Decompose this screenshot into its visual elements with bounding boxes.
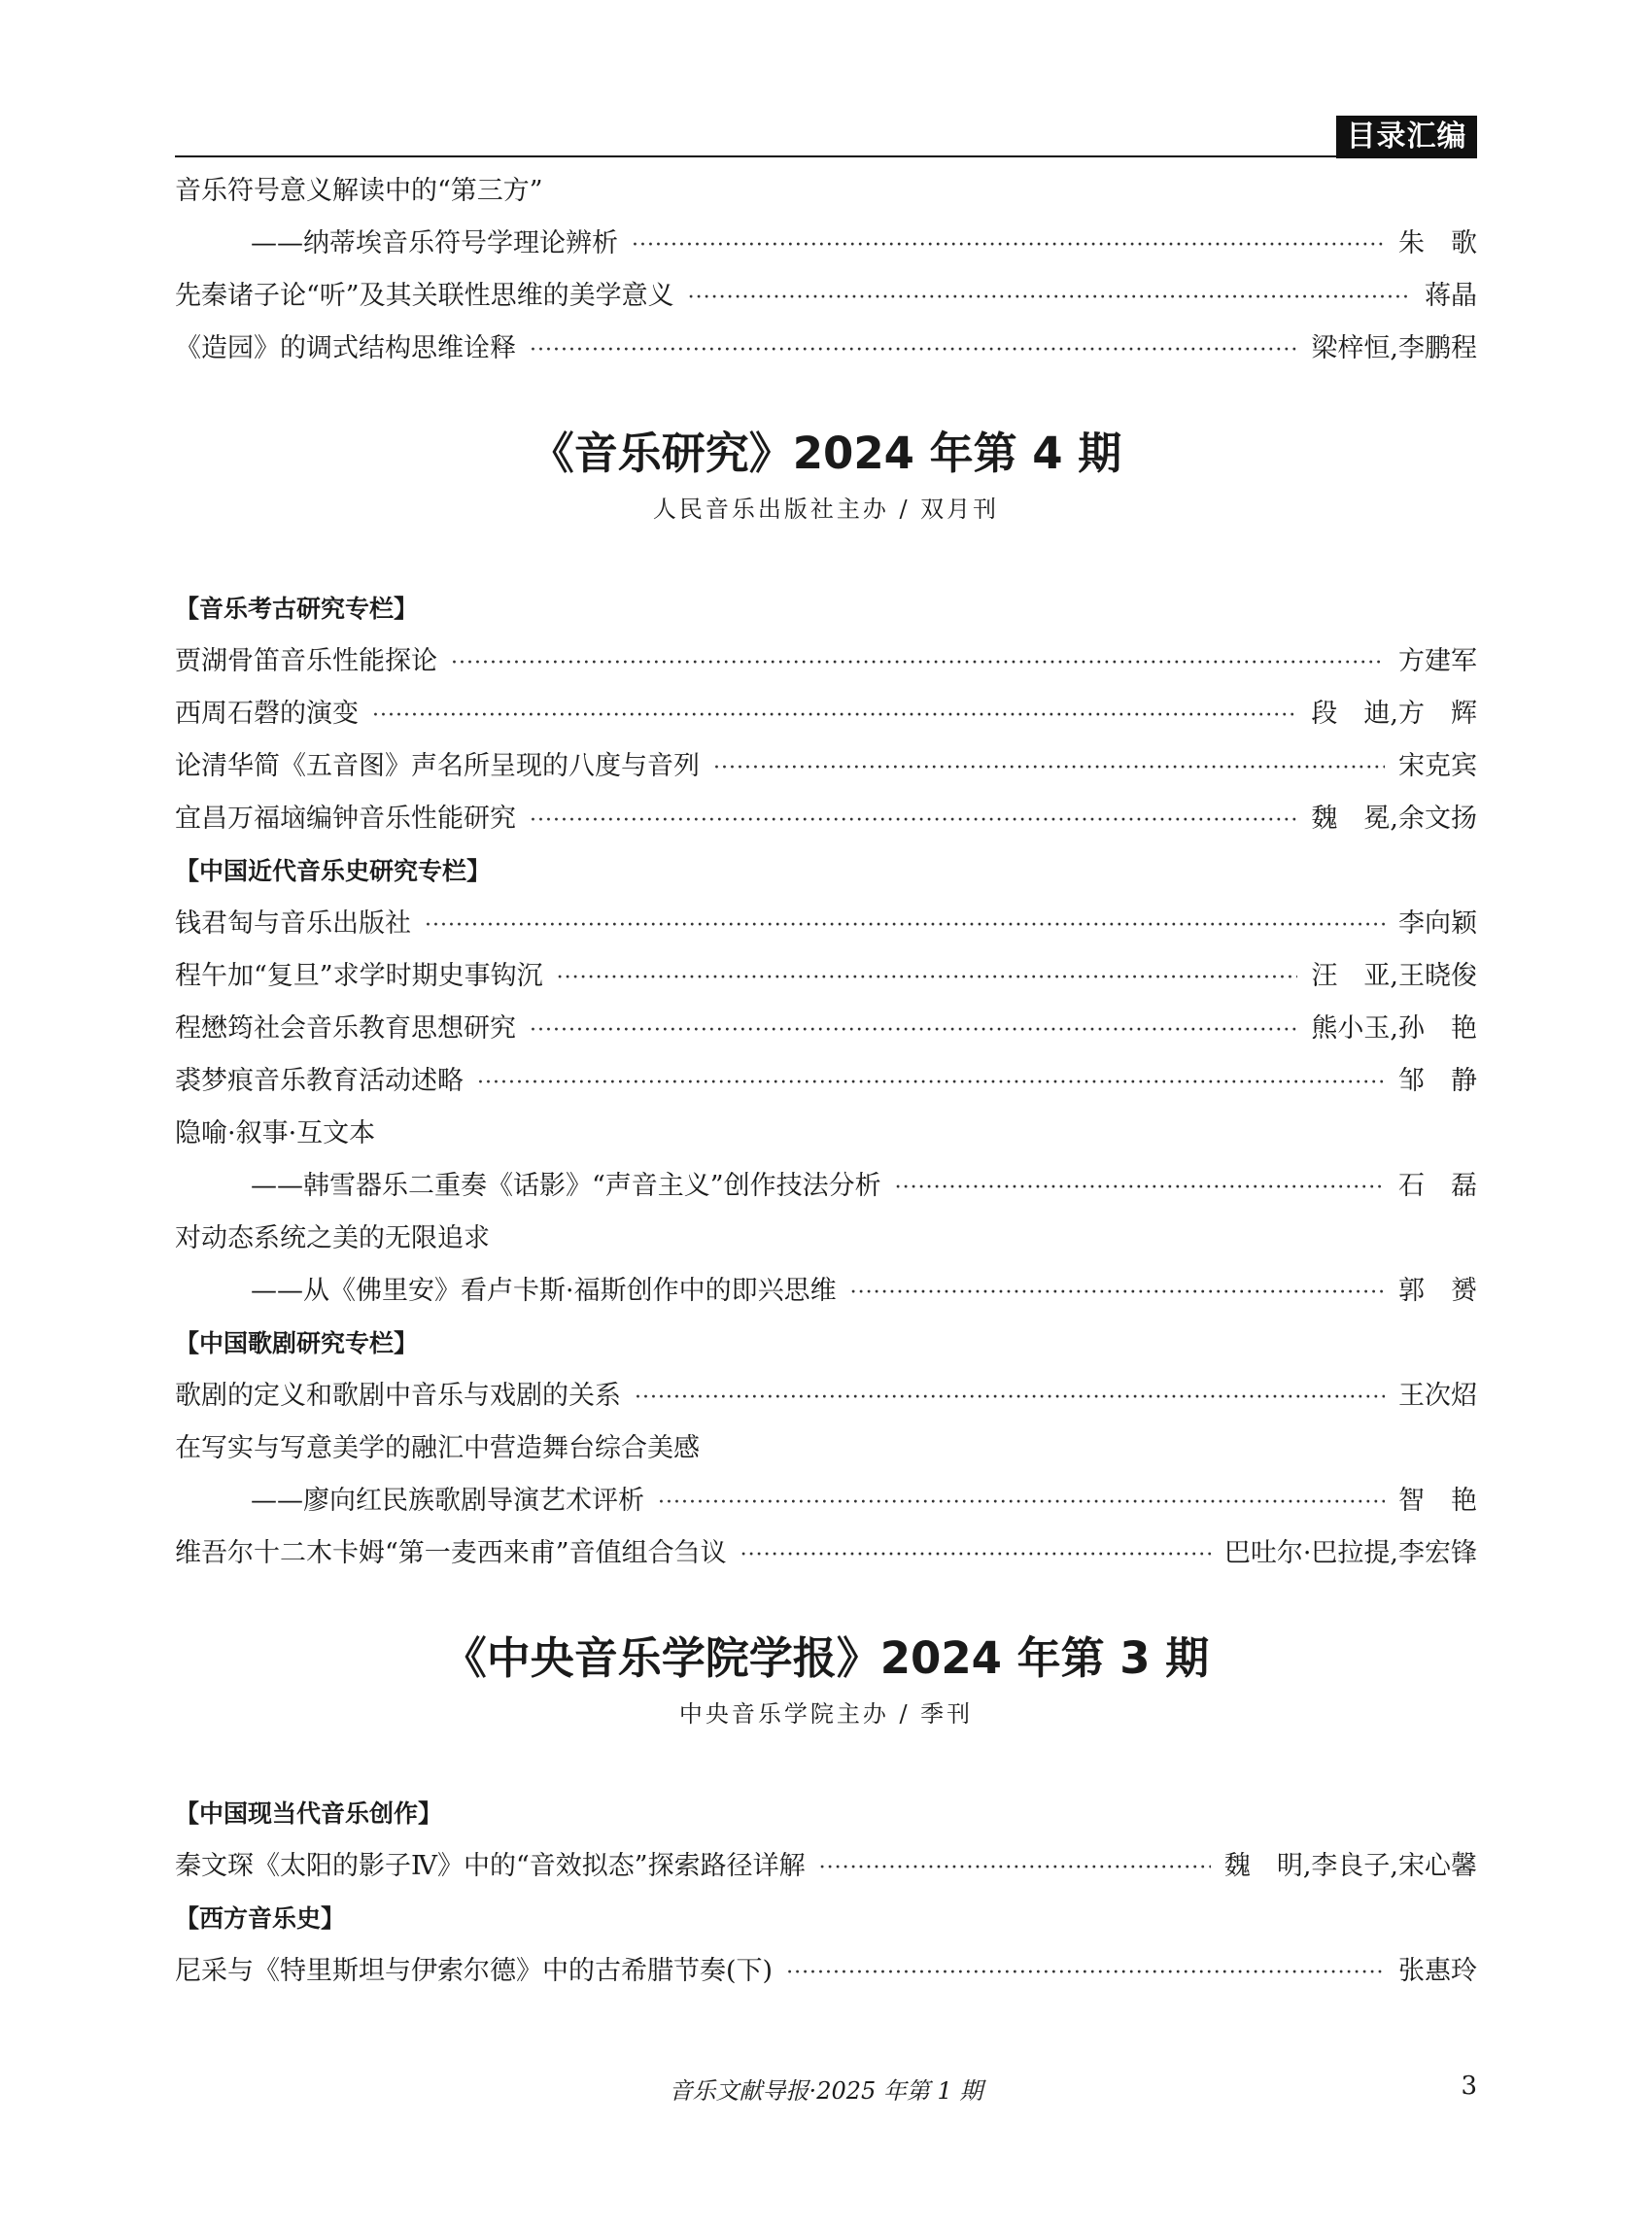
entry-author: 蒋晶	[1425, 281, 1477, 311]
entry-author: 方建军	[1398, 646, 1477, 676]
dot-leader	[451, 637, 1385, 690]
entry-title: 在写实与写意美学的融汇中营造舞台综合美感	[175, 1433, 700, 1463]
dot-leader	[530, 1005, 1297, 1057]
journal-title: 《音乐研究》2024 年第 4 期	[530, 428, 1122, 479]
toc-entry	[175, 635, 1477, 688]
dot-leader	[895, 1162, 1385, 1215]
dot-leader	[658, 1477, 1385, 1529]
column-heading: 【中国近代音乐史研究专栏】	[175, 857, 492, 885]
toc-entry	[175, 218, 1477, 270]
dot-leader	[688, 272, 1411, 325]
entry-author: 郭 赟	[1398, 1276, 1477, 1306]
toc-entry	[175, 898, 1477, 950]
dot-leader	[425, 900, 1385, 952]
entry-title: 西周石磬的演变	[175, 699, 359, 729]
dot-leader	[530, 325, 1297, 377]
toc-entry	[175, 688, 1477, 740]
toc-entry	[175, 1527, 1477, 1580]
journal-subtitle: 人民音乐出版社主办 / 双月刊	[652, 496, 1000, 523]
toc-entry	[175, 323, 1477, 375]
toc-content	[175, 165, 1477, 1998]
dot-leader	[530, 795, 1297, 847]
entry-title: 音乐符号意义解读中的“第三方”	[175, 176, 543, 206]
journal-title: 《中央音乐学院学报》2024 年第 3 期	[442, 1632, 1210, 1684]
column-heading: 【中国歌剧研究专栏】	[175, 1329, 419, 1357]
toc-entry	[175, 1840, 1477, 1893]
entry-author: 汪 亚,王晓俊	[1311, 961, 1477, 991]
toc-entry	[175, 1265, 1477, 1318]
entry-title: 歌剧的定义和歌剧中音乐与戏剧的关系	[175, 1381, 621, 1411]
toc-entry	[175, 1422, 1477, 1475]
entry-author: 朱 歌	[1398, 228, 1477, 258]
entry-title: ——从《佛里安》看卢卡斯·福斯创作中的即兴思维	[251, 1276, 837, 1306]
page-number: 3	[1461, 2072, 1477, 2101]
toc-entry	[175, 1003, 1477, 1055]
column-heading: 【中国现当代音乐创作】	[175, 1799, 443, 1828]
entry-title: 裘梦痕音乐教育活动述略	[175, 1066, 464, 1096]
entry-author: 熊小玉,孙 艳	[1311, 1013, 1477, 1044]
entry-author: 智 艳	[1398, 1486, 1477, 1516]
entry-author: 张惠玲	[1398, 1956, 1477, 1986]
dot-leader	[557, 952, 1298, 1005]
entry-title: 钱君匋与音乐出版社	[175, 908, 411, 939]
dot-leader	[850, 1267, 1385, 1319]
column-heading: 【西方音乐史】	[175, 1904, 346, 1933]
dot-leader	[713, 742, 1385, 795]
journal-subtitle: 中央音乐学院主办 / 季刊	[678, 1700, 974, 1728]
entry-title: 宜昌万福垴编钟音乐性能研究	[175, 804, 516, 834]
dot-leader	[372, 690, 1297, 742]
entry-title: 隐喻·叙事·互文本	[175, 1118, 376, 1148]
entry-title: ——纳蒂埃音乐符号学理论辨析	[251, 228, 618, 258]
entry-title: 程懋筠社会音乐教育思想研究	[175, 1013, 516, 1044]
entry-title: 论清华简《五音图》声名所呈现的八度与音列	[175, 751, 700, 781]
entry-author: 宋克宾	[1398, 751, 1477, 781]
entry-title: 秦文琛《太阳的影子Ⅳ》中的“音效拟态”探索路径详解	[175, 1851, 806, 1881]
entry-author: 段 迪,方 辉	[1311, 699, 1477, 729]
entry-title: ——廖向红民族歌剧导演艺术评析	[251, 1486, 644, 1516]
entry-author: 魏 冕,余文扬	[1311, 804, 1477, 834]
entry-author: 巴吐尔·巴拉提,李宏锋	[1223, 1538, 1477, 1568]
entry-title: 《造园》的调式结构思维诠释	[175, 333, 516, 363]
toc-entry	[175, 1055, 1477, 1108]
footer-journal: 音乐文献导报·2025 年第 1 期	[669, 2077, 983, 2105]
entry-title: 对动态系统之美的无限追求	[175, 1223, 490, 1253]
entry-title: ——韩雪器乐二重奏《话影》“声音主义”创作技法分析	[251, 1171, 881, 1201]
entry-title: 尼采与《特里斯坦与伊索尔德》中的古希腊节奏(下)	[175, 1956, 774, 1986]
entry-author: 王次炤	[1398, 1381, 1477, 1411]
dot-leader	[786, 1947, 1385, 2000]
dot-leader	[740, 1529, 1211, 1582]
dot-leader	[819, 1842, 1211, 1895]
entry-title: 程午加“复旦”求学时期史事钩沉	[175, 961, 543, 991]
dot-leader	[477, 1057, 1385, 1110]
entry-author: 石 磊	[1398, 1171, 1477, 1201]
entry-author: 魏 明,李良子,宋心馨	[1223, 1851, 1477, 1881]
entry-title: 贾湖骨笛音乐性能探论	[175, 646, 437, 676]
toc-entry	[175, 793, 1477, 845]
dot-leader	[632, 220, 1385, 272]
entry-author: 邹 静	[1398, 1066, 1477, 1096]
entry-title: 先秦诸子论“听”及其关联性思维的美学意义	[175, 281, 674, 311]
dot-leader	[635, 1372, 1385, 1424]
toc-entry	[175, 740, 1477, 793]
toc-entry	[175, 1108, 1477, 1160]
toc-entry	[175, 270, 1477, 323]
toc-entry	[175, 950, 1477, 1003]
entry-author: 梁梓恒,李鹏程	[1311, 333, 1477, 363]
toc-entry	[175, 1475, 1477, 1527]
toc-entry	[175, 165, 1477, 218]
column-heading: 【音乐考古研究专栏】	[175, 595, 419, 623]
toc-entry	[175, 1370, 1477, 1422]
toc-entry	[175, 1213, 1477, 1265]
section-badge: 目录汇编	[1336, 116, 1477, 158]
header-rule	[175, 155, 1477, 157]
toc-entry	[175, 1945, 1477, 1998]
entry-author: 李向颖	[1398, 908, 1477, 939]
entry-title: 维吾尔十二木卡姆“第一麦西来甫”音值组合刍议	[175, 1538, 727, 1568]
toc-entry	[175, 1160, 1477, 1213]
